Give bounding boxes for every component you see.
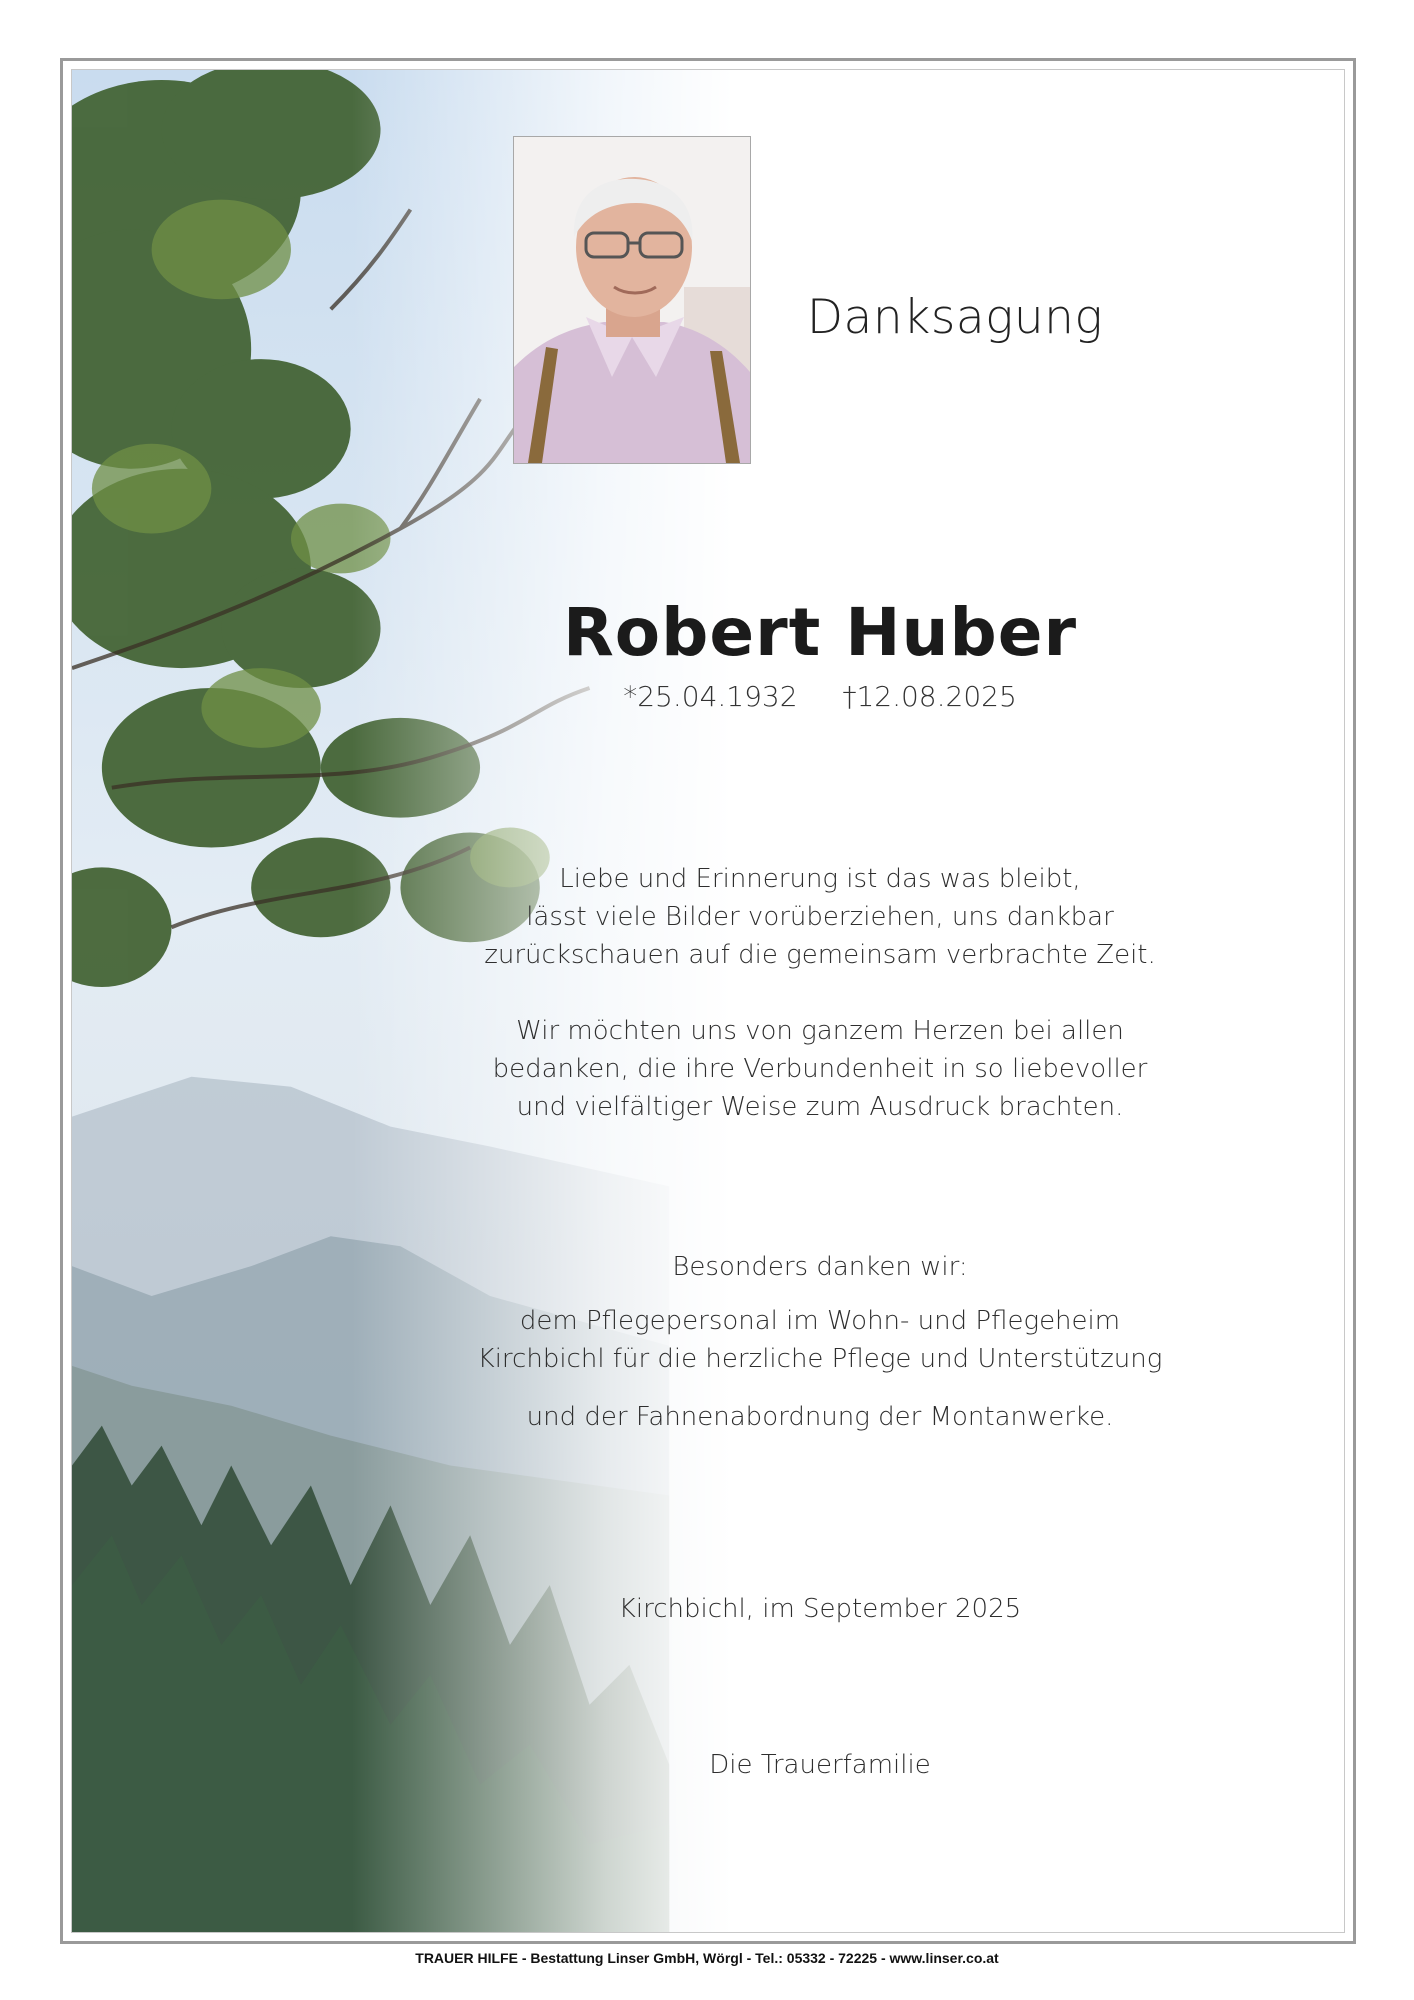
thanks-line: bedanken, die ihre Verbundenheit in so liebevoller bbox=[492, 1054, 1148, 1084]
birth-date: *25.04.1932 bbox=[623, 680, 798, 713]
signature-text: Die Trauerfamilie bbox=[709, 1750, 931, 1780]
place-date-text: Kirchbichl, im September 2025 bbox=[618, 1594, 1022, 1624]
place-date bbox=[470, 1590, 1170, 1628]
special-thanks-line: und der Fahnenabordnung der Montanwerke. bbox=[526, 1402, 1114, 1432]
special-thanks-line: dem Pflegepersonal im Wohn- und Pflegeheim bbox=[519, 1306, 1121, 1336]
death-date: †12.08.2025 bbox=[842, 680, 1017, 713]
verse-line: zurückschauen auf die gemeinsam verbrachte Zeit. bbox=[484, 940, 1156, 970]
special-thanks-heading-text: Besonders danken wir: bbox=[672, 1252, 968, 1282]
footer-imprint: TRAUER HILFE - Bestattung Linser GmbH, Wörgl - Tel.: 05332 - 72225 - www.linser.co.at bbox=[415, 1950, 999, 1966]
special-thanks-heading bbox=[470, 1248, 1170, 1286]
verse-line: lässt viele Bilder vorüberziehen, uns dankbar bbox=[526, 902, 1114, 932]
portrait-photo bbox=[513, 136, 751, 464]
verse bbox=[470, 860, 1170, 974]
special-thanks-care bbox=[470, 1302, 1170, 1378]
thanks-line: und vielfältiger Weise zum Ausdruck brachten. bbox=[516, 1092, 1124, 1122]
deceased-name: Robert Huber bbox=[562, 594, 1078, 671]
special-thanks-flag bbox=[470, 1398, 1170, 1436]
thanks-paragraph bbox=[470, 1012, 1170, 1126]
card-title: Danksagung bbox=[806, 290, 1104, 345]
verse-line: Liebe und Erinnerung ist das was bleibt, bbox=[559, 864, 1081, 894]
thanks-line: Wir möchten uns von ganzem Herzen bei allen bbox=[516, 1016, 1124, 1046]
signature bbox=[470, 1746, 1170, 1784]
special-thanks-line: Kirchbichl für die herzliche Pflege und Unterstützung bbox=[477, 1344, 1163, 1374]
life-dates bbox=[500, 680, 1140, 713]
